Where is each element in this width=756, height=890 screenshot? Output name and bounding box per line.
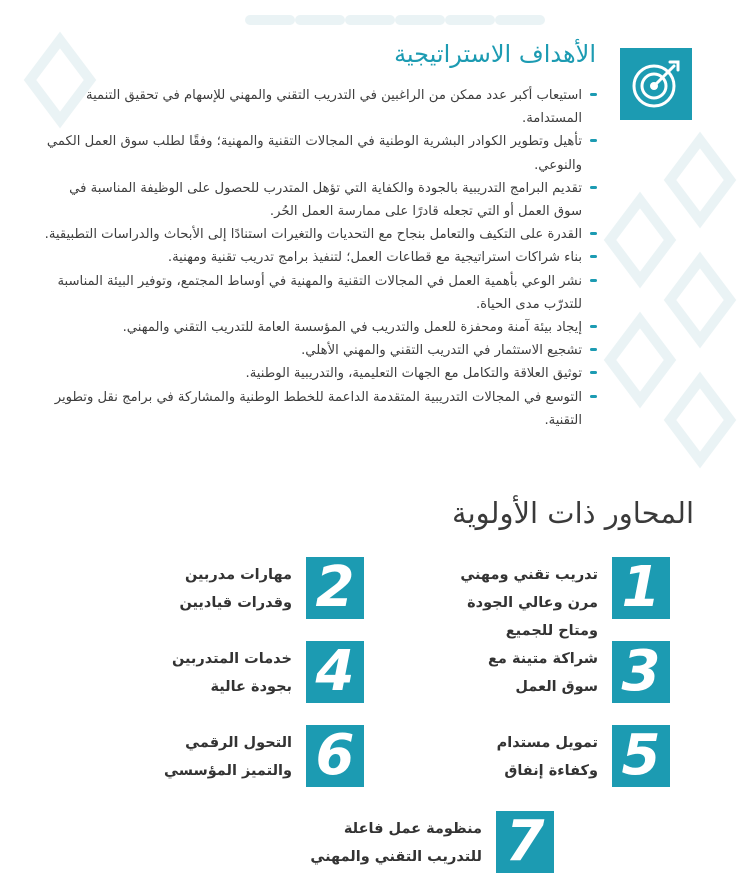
axis-number-box: [612, 557, 670, 619]
goal-item: بناء شراكات استراتيجية مع قطاعات العمل؛ لتنفيذ برامج تدريب تقنية ومهنية.: [40, 246, 600, 269]
goal-item: استيعاب أكبر عدد ممكن من الراغبين في التدريب التقني والمهني للإسهام في تحقيق التنمية المستدامة.: [40, 84, 600, 130]
axis-number: 2: [315, 555, 355, 620]
axis-number: 7: [505, 809, 545, 874]
axis-label: تمويل مستدام وكفاءة إنفاق: [496, 735, 598, 779]
goal-item: إيجاد بيئة آمنة ومحفزة للعمل والتدريب في المؤسسة العامة للتدريب التقني والمهني.: [40, 316, 600, 339]
priority-axes-title: المحاور ذات الأولوية: [452, 496, 694, 530]
goal-item: تقديم البرامج التدريبية بالجودة والكفاية التي تؤهل المتدرب للحصول على الوظيفة المناسبة في سوق العمل أو التي تجعله قادرًا على ممارسة العمل الحُر.: [40, 177, 600, 223]
axis-number: 4: [315, 639, 355, 704]
priority-axis-1: [370, 555, 670, 639]
axis-label: تدريب تقني ومهني مرن وعالي الجودة ومتاح للجميع: [460, 567, 598, 639]
axis-number: 6: [315, 723, 355, 788]
axis-number-box: [306, 725, 364, 787]
axis-number-box: [612, 641, 670, 703]
axis-label: خدمات المتدربين بجودة عالية: [171, 651, 292, 695]
axis-number: 1: [621, 555, 661, 620]
target-icon: [620, 48, 692, 120]
axis-number-box: [306, 557, 364, 619]
strategic-goals-list: [40, 84, 600, 432]
priority-axis-5: [370, 725, 670, 787]
goal-item: القدرة على التكيف والتعامل بنجاح مع التحديات والتغيرات استنادًا إلى الأبحاث والدراسات التطبيقية.: [40, 223, 600, 246]
strategic-goals-title: الأهداف الاستراتيجية: [394, 40, 596, 68]
goal-item: التوسع في المجالات التدريبية المتقدمة الداعمة للخطط الوطنية والمشاركة في برامج نقل وتطوير التقنية.: [40, 386, 600, 432]
goal-item: نشر الوعي بأهمية العمل في المجالات التقنية والمهنية في أوساط المجتمع، وتوفير البيئة المناسبة للتدرّب مدى الحياة.: [40, 270, 600, 316]
axis-number-box: [496, 811, 554, 873]
axis-label: منظومة عمل فاعلة للتدريب التقني والمهني: [310, 821, 482, 865]
priority-axis-4: [64, 641, 364, 703]
goal-item: تأهيل وتطوير الكوادر البشرية الوطنية في المجالات التقنية والمهنية؛ وفقًا لطلب سوق العمل الكمي والنوعي.: [40, 130, 600, 176]
priority-axis-7: [254, 811, 554, 873]
priority-axis-2: [64, 557, 364, 619]
goal-item: توثيق العلاقة والتكامل مع الجهات التعليمية، والتدريبية الوطنية.: [40, 362, 600, 385]
axis-label: مهارات مدربين وقدرات قياديين: [179, 567, 292, 611]
axis-number-box: [612, 725, 670, 787]
priority-axis-3: [370, 641, 670, 703]
axis-label: التحول الرقمي والتميز المؤسسي: [164, 735, 292, 779]
goal-item: تشجيع الاستثمار في التدريب التقني والمهني الأهلي.: [40, 339, 600, 362]
axis-number: 5: [621, 723, 661, 788]
axis-number-box: [306, 641, 364, 703]
axis-label: شراكة متينة مع سوق العمل: [488, 651, 598, 695]
axis-number: 3: [621, 639, 661, 704]
priority-axis-6: [64, 725, 364, 787]
